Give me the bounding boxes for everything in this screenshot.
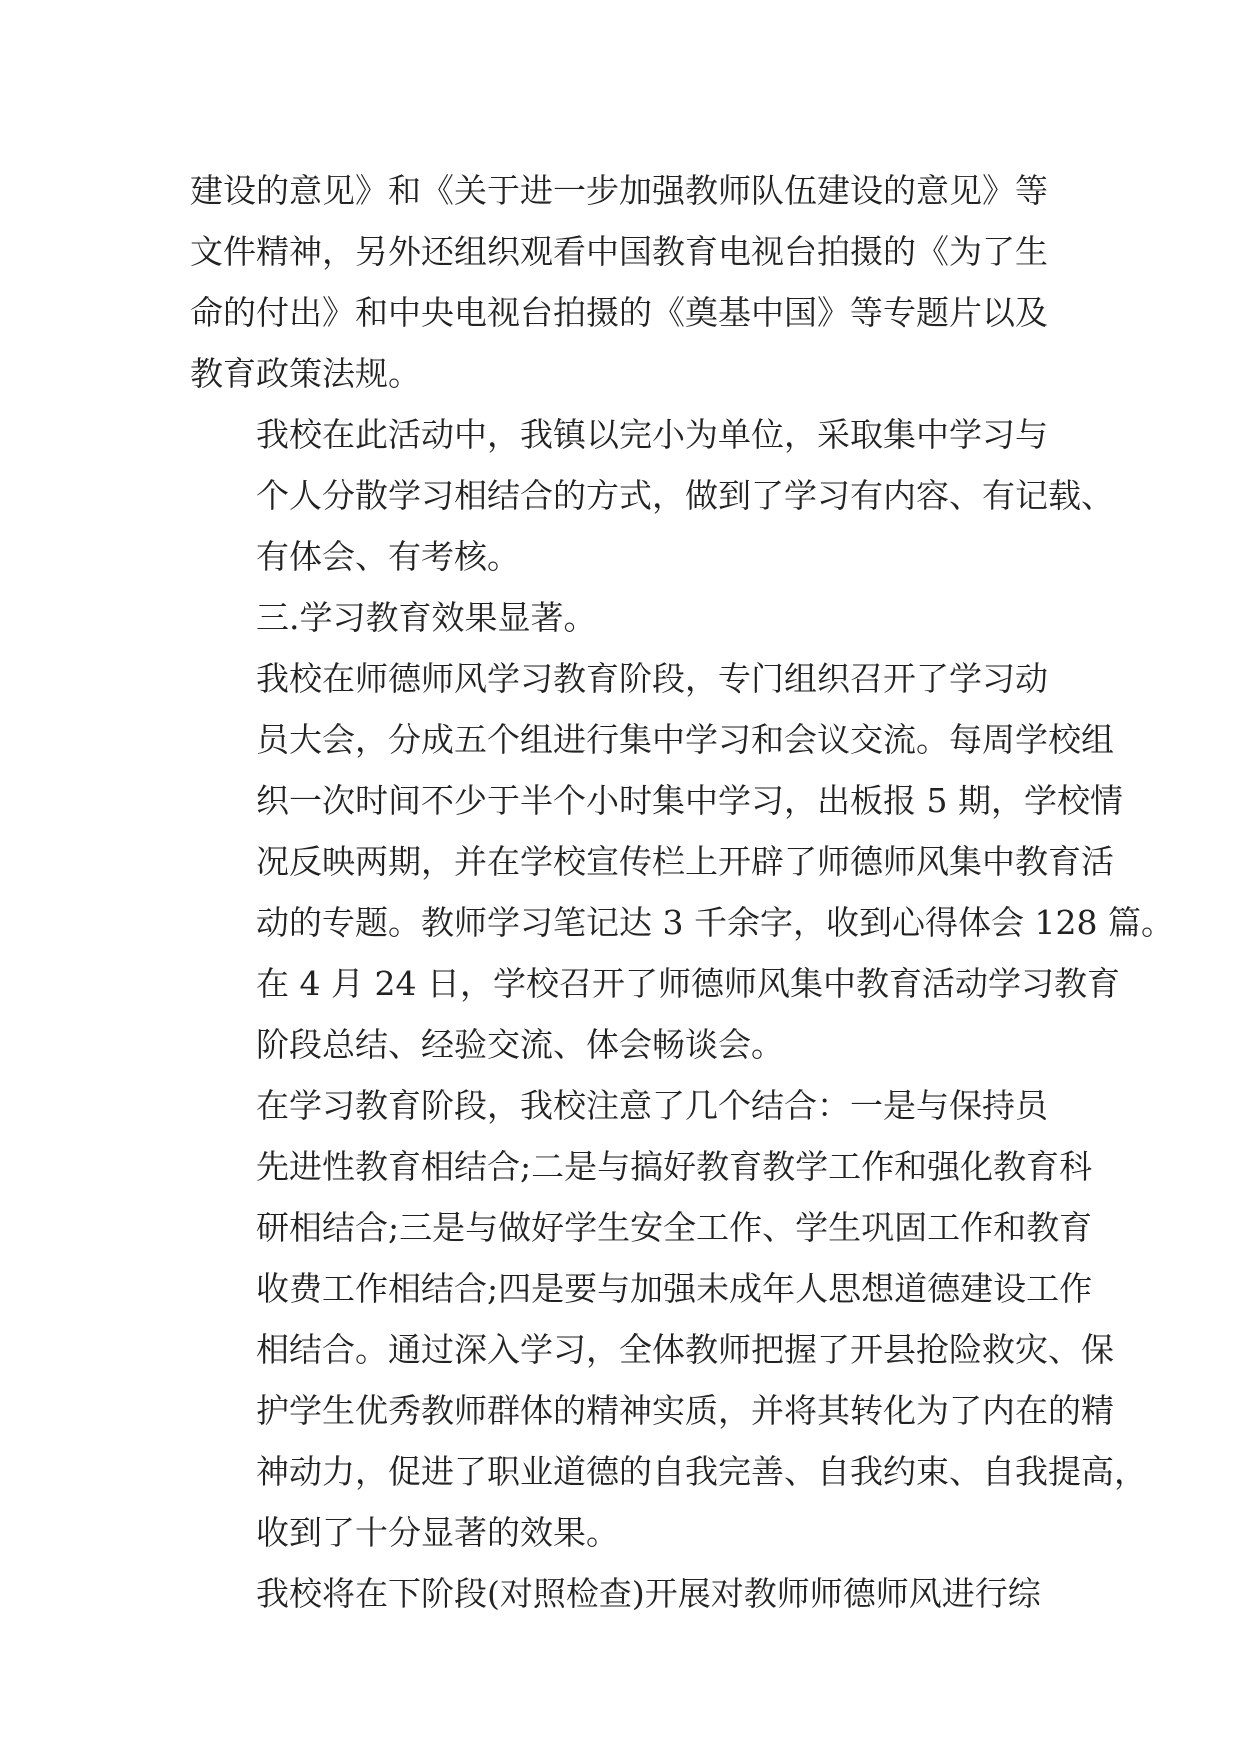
text-line: 在 4 月 24 日，学校召开了师德师风集中教育活动学习教育 [256,964,1120,1003]
text-line: 研相结合;三是与做好学生安全工作、学生巩固工作和教育 [256,1208,1093,1247]
text-line: 我校将在下阶段(对照检查)开展对教师师德师风进行综 [256,1574,1041,1613]
text-line: 神动力，促进了职业道德的自我完善、自我约束、自我提高， [256,1452,1147,1491]
text-line: 有体会、有考核。 [256,537,520,576]
text-line: 建设的意见》和《关于进一步加强教师队伍建设的意见》等 [190,171,1048,210]
text-line: 员大会，分成五个组进行集中学习和会议交流。每周学校组 [256,720,1114,759]
paragraph [190,404,1114,587]
text-line: 收到了十分显著的效果。 [256,1513,619,1552]
text-line: 命的付出》和中央电视台拍摄的《奠基中国》等专题片以及 [190,293,1048,332]
paragraph [190,648,1174,1075]
text-line: 三.学习教育效果显著。 [256,598,597,637]
text-line: 我校在师德师风学习教育阶段，专门组织召开了学习动 [256,659,1048,698]
text-line: 在学习教育阶段，我校注意了几个结合：一是与保持员 [256,1086,1048,1125]
text-line: 动的专题。教师学习笔记达 3 千余字，收到心得体会 128 篇。 [256,903,1174,942]
paragraph [190,587,1055,648]
text-line: 织一次时间不少于半个小时集中学习，出板报 5 期，学校情 [256,781,1123,820]
text-line: 阶段总结、经验交流、体会畅谈会。 [256,1025,784,1064]
paragraph [190,1563,1055,1624]
text-line: 相结合。通过深入学习，全体教师把握了开县抢险救灾、保 [256,1330,1114,1369]
text-line: 先进性教育相结合;二是与搞好教育教学工作和强化教育科 [256,1147,1093,1186]
text-line: 况反映两期，并在学校宣传栏上开辟了师德师风集中教育活 [256,842,1114,881]
document-body [190,160,1174,1624]
text-line: 文件精神，另外还组织观看中国教育电视台拍摄的《为了生 [190,232,1048,271]
paragraph [190,1075,1147,1563]
text-line: 收费工作相结合;四是要与加强未成年人思想道德建设工作 [256,1269,1093,1308]
paragraph [190,160,1055,404]
text-line: 护学生优秀教师群体的精神实质，并将其转化为了内在的精 [256,1391,1114,1430]
text-line: 个人分散学习相结合的方式，做到了学习有内容、有记载、 [256,476,1114,515]
text-line: 教育政策法规。 [190,354,421,393]
text-line: 我校在此活动中，我镇以完小为单位，采取集中学习与 [256,415,1048,454]
